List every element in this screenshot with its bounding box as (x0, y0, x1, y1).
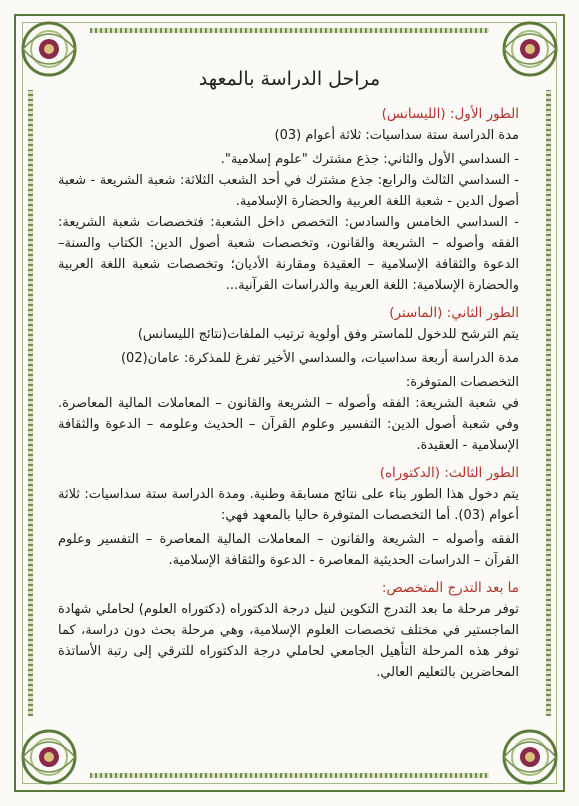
master-specialties-label: التخصصات المتوفرة: (405, 375, 519, 390)
licence-semesters-3-4: - السداسي الثالث والرابع: جذع مشترك في أحد الشعب الثلاثة: شعبة الشريعة - شعبة أصول الدين - شعبة اللغة العربية والحضارة الإسلامية. (58, 173, 519, 209)
master-admission: يتم الترشح للدخول للماستر وفق أولوية ترتيب الملفات(نتائج الليسانس) (137, 327, 519, 342)
section-heading-postdoc: ما بعد التدرج المتخصص: (381, 580, 519, 596)
corner-ornament-bottom-left-icon (14, 722, 84, 792)
bottom-border-strip (90, 773, 489, 778)
page-title: مراحل الدراسة بالمعهد (198, 68, 381, 90)
licence-semesters-5-6: - السداسي الخامس والسادس: التخصص داخل الشعبة: فتخصصات شعبة الشريعة: الفقه وأصوله – الشريعة والقانون، وتخصصات شعبة أصول الدين: الكتاب والسنة– الدعوة والثقافة الإسلامية – العقيدة ومقارنة الأديان؛ وتخصصات شعبة اللغة العربية والحضارة الإسلامية: اللغة العربية والدراسات القرآنية... (58, 215, 519, 293)
document-body (58, 104, 519, 683)
master-duration: مدة الدراسة أربعة سداسيات، والسداسي الأخير تفرغ للمذكرة: عامان(02) (120, 351, 519, 366)
section-heading-master: الطور الثاني: (الماستر) (389, 305, 519, 321)
doctorate-admission: يتم دخول هذا الطور بناء على نتائج مسابقة وطنية. ومدة الدراسة ستة سداسيات: ثلاثة أعوام (03). أما التخصصات المتوفرة حاليا بالمعهد فهي: (58, 487, 519, 523)
master-specialties: في شعبة الشريعة: الفقه وأصوله – الشريعة والقانون – المعاملات المالية المعاصرة. وفي شعبة أصول الدين: التفسير وعلوم القرآن – الحديث وعلومه – الدعوة والثقافة الإسلامية - العقيدة. (58, 396, 519, 453)
left-border-strip (28, 90, 33, 716)
doctorate-specialties: الفقه وأصوله – الشريعة والقانون – المعاملات المالية المعاصرة – التفسير وعلوم القرآن – الدراسات الحديثية المعاصرة - الدعوة والثقافة الإسلامية. (58, 532, 519, 568)
postdoc-description: توفر مرحلة ما بعد التدرج التكوين لنيل درجة الدكتوراه (دكتوراه العلوم) لحاملي شهادة الماجستير في مختلف تخصصات العلوم الإسلامية، وهي مرحلة بحث دون دراسة، كما توفر هذه المرحلة التأهيل الجامعي لحاملي درجة الدكتوراه للترقي إلى رتبة الأساتذة المحاضرين بالتعليم العالي. (58, 602, 519, 680)
right-border-strip (546, 90, 551, 716)
licence-duration: مدة الدراسة ستة سداسيات: ثلاثة أعوام (03) (274, 128, 519, 143)
section-heading-doctorate: الطور الثالث: (الدكتوراه) (379, 465, 519, 481)
licence-semesters-1-2: - السداسي الأول والثاني: جذع مشترك "علوم إسلامية". (220, 152, 519, 167)
top-border-strip (90, 28, 489, 33)
section-heading-licence: الطور الأول: (الليسانس) (381, 106, 519, 122)
corner-ornament-bottom-right-icon (495, 722, 565, 792)
